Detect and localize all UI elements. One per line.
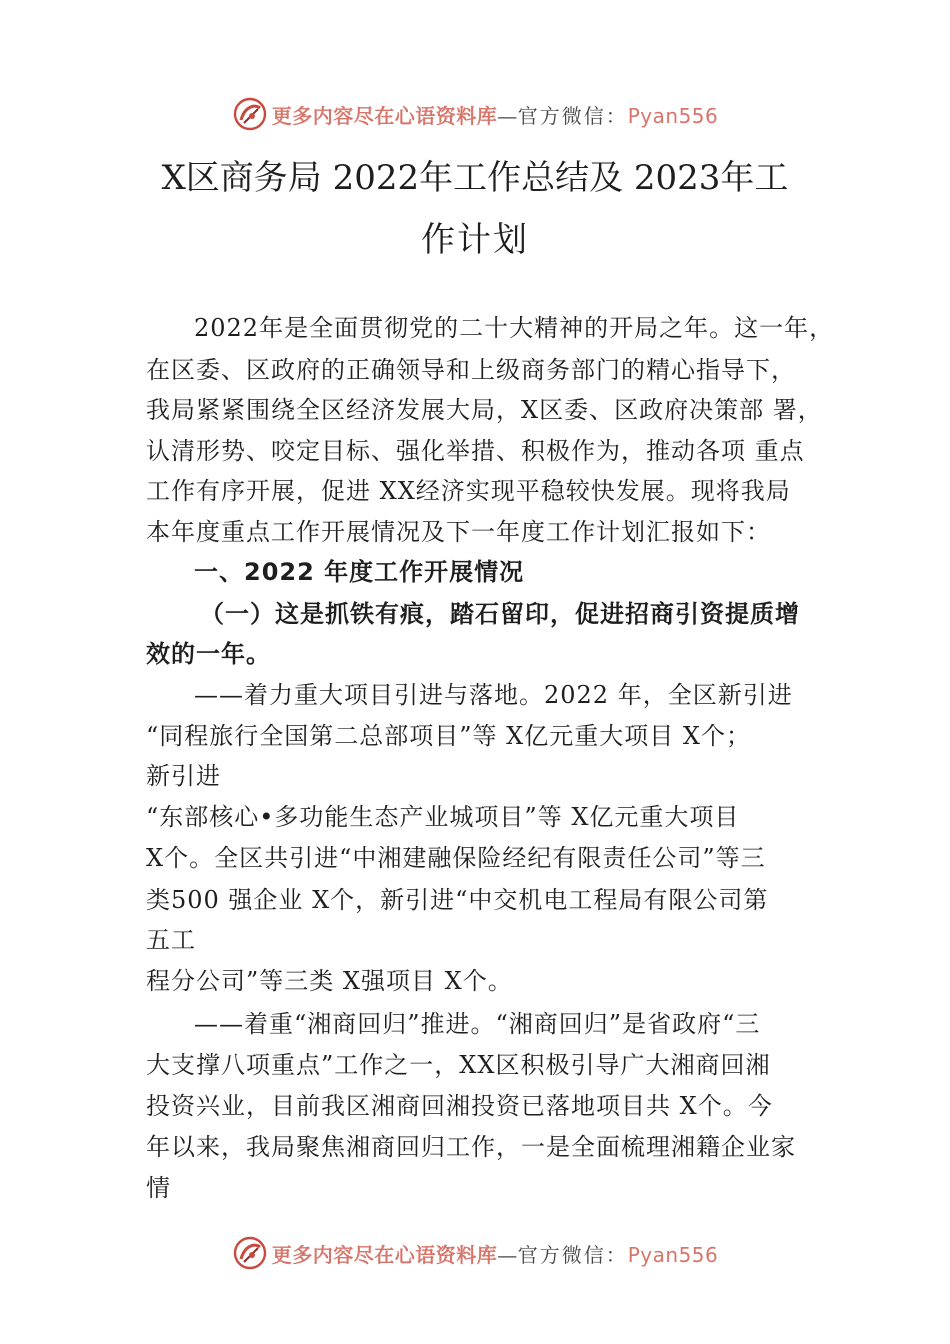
watermark-label: 官方微信： xyxy=(517,103,628,128)
watermark-logo-icon xyxy=(232,1235,268,1271)
paragraph-line: ——着力重大项目引进与落地。2022 年，全区新引进 xyxy=(194,681,793,709)
paragraph-line: “东部核心•多功能生态产业城项目”等 X亿元重大项目 xyxy=(146,803,740,831)
paragraph-line: 在区委、区政府的正确领导和上级商务部门的精心指导下， xyxy=(146,356,796,384)
paragraph-line: 情 xyxy=(146,1174,171,1202)
paragraph-line: 新引进 xyxy=(146,762,221,790)
paragraph-line: 类500 强企业 X个，新引进“中交机电工程局有限公司第 xyxy=(146,886,769,914)
watermark-separator: — xyxy=(497,1242,518,1267)
watermark-brand: 更多内容尽在心语资料库 xyxy=(271,1242,498,1267)
paragraph-line: X个。全区共引进“中湘建融保险经纪有限责任公司”等三 xyxy=(146,844,766,872)
watermark-separator: — xyxy=(497,103,518,128)
paragraph-line: 大支撑八项重点”工作之一，XX区积极引导广大湘商回湘 xyxy=(146,1051,771,1079)
paragraph-line: ——着重“湘商回归”推进。“湘商回归”是省政府“三 xyxy=(194,1010,761,1038)
watermark-wechat-id: Pyan556 xyxy=(627,1242,719,1267)
paragraph-line: 投资兴业，目前我区湘商回湘投资已落地项目共 X个。今 xyxy=(146,1092,773,1120)
paragraph-line: “同程旅行全国第二总部项目”等 X亿元重大项目 X个； xyxy=(146,722,751,750)
paragraph-line: 工作有序开展，促进 XX经济实现平稳较快发展。现将我局 xyxy=(146,477,791,505)
document-title-line-1: X区商务局 2022年工作总结及 2023年工 xyxy=(161,158,789,198)
watermark-label: 官方微信： xyxy=(517,1242,628,1267)
paragraph-line: 五工 xyxy=(146,926,196,954)
subsection-heading: （一）这是抓铁有痕，踏石留印，促进招商引资提质增 xyxy=(200,599,800,628)
watermark-brand: 更多内容尽在心语资料库 xyxy=(271,103,498,128)
paragraph-line: 我局紧紧围绕全区经济发展大局，X区委、区政府决策部 署， xyxy=(146,396,823,424)
paragraph-line: 程分公司”等三类 X强项目 X个。 xyxy=(146,967,513,995)
paragraph-line: 本年度重点工作开展情况及下一年度工作计划汇报如下： xyxy=(146,518,771,546)
watermark-wechat-id: Pyan556 xyxy=(627,103,719,128)
document-title-line-2: 作计划 xyxy=(421,220,529,260)
watermark-banner-bottom xyxy=(0,1233,950,1273)
watermark-text xyxy=(272,100,719,129)
subsection-heading-cont: 效的一年。 xyxy=(146,639,271,668)
watermark-banner-top xyxy=(0,94,950,134)
paragraph-line: 年以来，我局聚焦湘商回归工作，一是全面梳理湘籍企业家 xyxy=(146,1133,796,1161)
section-heading: 一、2022 年度工作开展情况 xyxy=(194,558,525,586)
paragraph-line: 2022年是全面贯彻党的二十大精神的开局之年。这一年， xyxy=(194,314,835,342)
paragraph-line: 认清形势、咬定目标、强化举措、积极作为，推动各项 重点 xyxy=(146,437,805,465)
watermark-logo-icon xyxy=(232,96,268,132)
watermark-text xyxy=(272,1239,719,1268)
